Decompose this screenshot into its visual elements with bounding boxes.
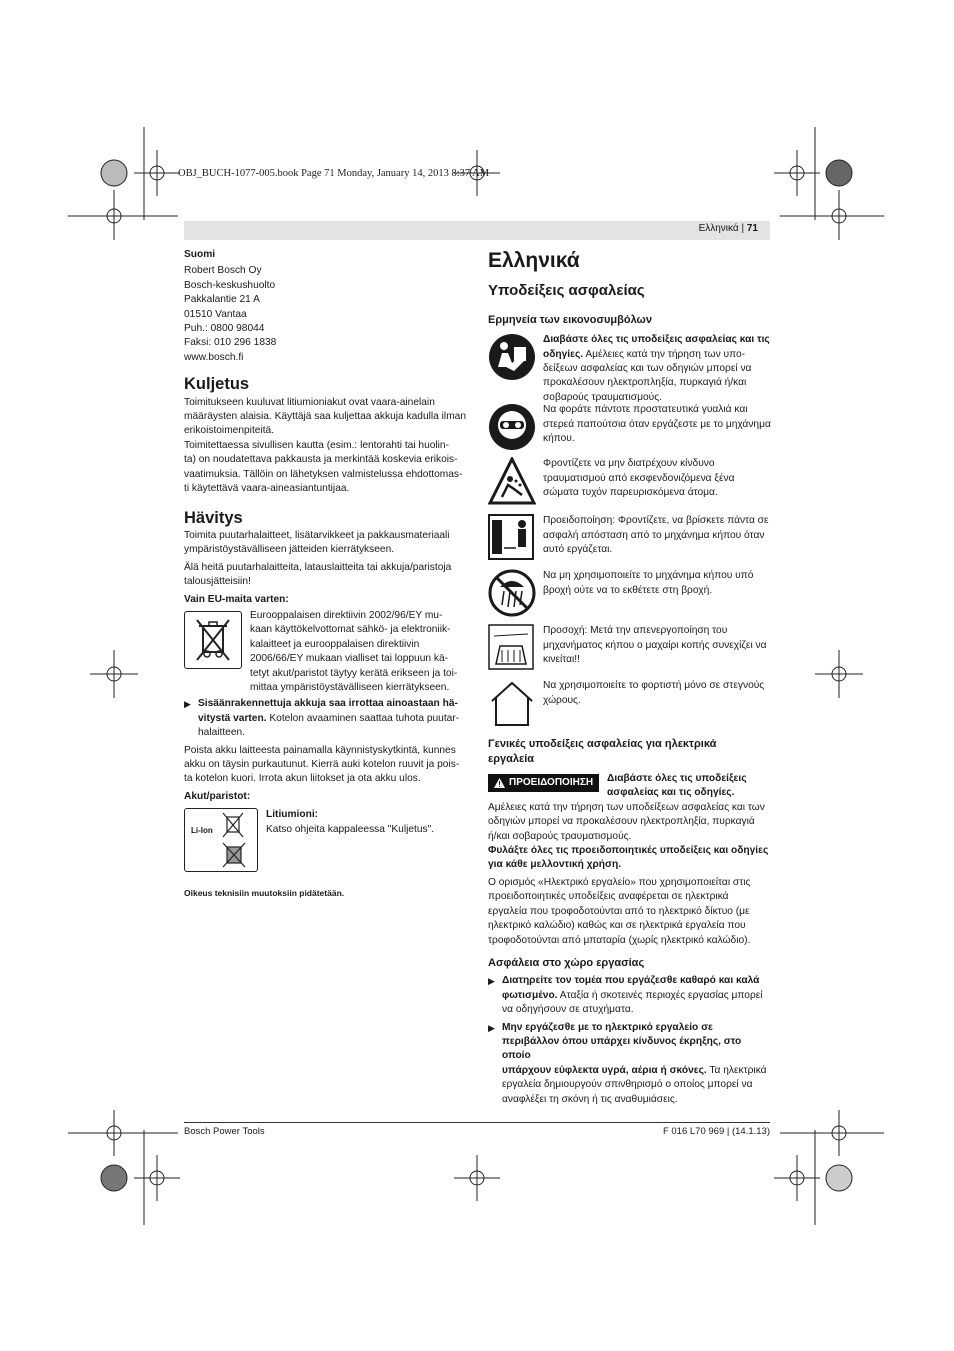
eu-block <box>184 609 469 695</box>
havitys-heading: Hävitys <box>184 508 243 527</box>
bullet-text: Αταξία ή σκοτεινές περιοχές εργασίας μπορεί <box>557 989 763 1001</box>
warning-triangle-icon <box>494 778 505 788</box>
footer-right: F 016 L70 969 | (14.1.13) <box>662 1126 770 1137</box>
keep-instructions <box>488 844 772 873</box>
text-line: vaatimuksia. Tällöin on lähetyksen valmistelussa ehdottomas- <box>184 468 463 480</box>
text-line: 2006/66/EY mukaan vialliset tai loppuun kä- <box>250 653 449 665</box>
text-line: οδηγιών μπορεί να προκαλέσουν ηλεκτροπληξία, πυρκαγιά <box>488 816 755 828</box>
print-header: OBJ_BUCH-1077-005.book Page 71 Monday, January 14, 2013 8:37 AM <box>178 168 490 179</box>
li-ion-label: Litiumioni: <box>266 809 319 821</box>
symbol-bold: οδηγίες. <box>543 348 584 360</box>
symbol-text: Προσοχή: Μετά την απενεργοποίηση του <box>543 625 728 637</box>
footer-divider <box>184 1122 770 1123</box>
text-line: Φυλάξτε όλες τις προειδοποιητικές υποδείξεις και οδηγίες <box>488 845 769 857</box>
address-line: 01510 Vantaa <box>184 308 247 320</box>
flying-debris-icon <box>488 457 536 514</box>
text-line: kaan käyttökelvottomat sähkö- ja elektroniik- <box>250 624 451 636</box>
li-ion-recycle-icon <box>184 808 258 872</box>
indoor-use-icon <box>488 679 536 737</box>
text-line: Älä heitä puutarhalaitteita, latauslaitteita tai akkuja/paristoja <box>184 561 452 573</box>
text-line: Toimita puutarhalaitteet, lisätarvikkeet ja pakkausmateriaali <box>184 529 450 541</box>
definition-text <box>488 876 772 948</box>
symbol-text: μηχανήματος κήπου ο μαχαίρι κοπής συνεχίζει να <box>543 639 767 651</box>
bullet-text: αναφλέξει τη σκόνη ή τις αναθυμιάσεις. <box>502 1093 678 1105</box>
left-column <box>184 248 469 901</box>
li-ion-text: Katso ohjeita kappaleessa "Kuljetus". <box>266 823 435 835</box>
page-title: Ελληνικά <box>488 249 580 272</box>
text-line: ή/και σοβαρούς τραυματισμούς. <box>488 830 632 842</box>
eu-text <box>250 609 457 695</box>
li-ion-block <box>184 808 469 872</box>
heading-line: εργαλεία <box>488 752 535 765</box>
address-line: Faksi: 010 296 1838 <box>184 337 277 349</box>
header-separator: | <box>741 223 745 234</box>
havitys-para3 <box>184 744 469 787</box>
warning-bold: ασφαλείας και τις οδηγίες. <box>607 787 735 799</box>
website-link[interactable]: www.bosch.fi <box>184 351 244 363</box>
symbol-text: κήπου. <box>543 433 575 445</box>
text-line: ta) on noudatettava pakkausta ja merkintää koskevia erikois- <box>184 454 458 466</box>
country-heading: Suomi <box>184 249 216 260</box>
warning-block <box>488 772 772 801</box>
symbol-text: ασφαλή απόσταση από το μηχάνημα κήπου όταν <box>543 529 765 541</box>
bullet-arrow-icon: ▶ <box>488 976 495 987</box>
bullet-bold: περιβάλλον όπου υπάρχει κίνδυνος έκρηξης, στο οποίο <box>502 1035 742 1062</box>
symbol-text: κινείται!! <box>543 654 580 666</box>
symbol-row <box>488 514 772 569</box>
text-line: για κάθε μελλοντική χρήση. <box>488 859 622 871</box>
text-line: εργαλεία που τροφοδοτούνται από το ηλεκτρικό δίκτυο (με <box>488 905 750 917</box>
warning-badge-label: ΠΡΟΕΙΔΟΠΟΙΗΣΗ <box>509 777 594 789</box>
text-line: talousjätteisiin! <box>184 576 251 588</box>
address-line: Puh.: 0800 98044 <box>184 323 265 335</box>
symbol-row <box>488 679 772 737</box>
bullet-bold: φωτισμένο. <box>502 989 558 1001</box>
bullet-item <box>488 974 772 1017</box>
havitys-para2 <box>184 561 469 590</box>
symbol-text: τραυματισμού από εκσφενδονιζόμενα ξένα <box>543 472 735 484</box>
bullet-bold: vitystä varten. <box>198 712 267 724</box>
footer-left: Bosch Power Tools <box>184 1126 265 1137</box>
bullet-text: Kotelon avaaminen saattaa tuhota puutar- <box>266 712 460 724</box>
bullet-arrow-icon: ▶ <box>184 699 191 710</box>
symbol-text: Να μη χρησιμοποιείτε το μηχάνημα κήπου υπό <box>543 570 754 582</box>
page-header-bar <box>184 221 770 240</box>
bullet-bold: υπάρχουν εύφλεκτα υγρά, αέρια ή σκόνες. <box>502 1064 707 1076</box>
text-line: ti käytettävä vaara-aineasiantuntijaa. <box>184 483 350 495</box>
symbol-bold: Διαβάστε όλες τις υποδείξεις ασφαλείας και τις <box>543 334 770 346</box>
symbol-text: δείξεων ασφαλείας και των οδηγιών μπορεί να <box>543 363 752 375</box>
symbol-text: Προειδοποίηση: Φροντίζετε, να βρίσκετε πάντα σε <box>543 515 769 527</box>
page-number: 71 <box>746 223 758 234</box>
text-line: ta kotelon kuori. Irrota akun liitokset ja ota akku ulos. <box>184 773 421 785</box>
bullet-text: να οδηγήσουν σε ατυχήματα. <box>502 1004 634 1016</box>
right-column <box>488 249 772 1107</box>
text-line: Eurooppalaisen direktiivin 2002/96/EY mu- <box>250 609 443 621</box>
text-line: Toimitettaessa sivullisen kautta (esim.: lentorahti tai huolin- <box>184 439 449 451</box>
bullet-arrow-icon: ▶ <box>488 1022 495 1033</box>
li-ion-badge: Li-Ion <box>191 826 213 836</box>
section-title: Υποδείξεις ασφαλείας <box>488 282 645 300</box>
text-line: määräysten alaisia. Käyttäjä saa kuljettaa akkuja kadulla ilman <box>184 411 467 423</box>
text-line: προειδοποιητικές υποδείξεις αναφέρεται σε ηλεκτρικά <box>488 891 729 903</box>
bullet-item <box>488 1021 772 1107</box>
address-line: Robert Bosch Oy <box>184 265 262 277</box>
service-address <box>184 264 469 365</box>
technical-changes-note: Oikeus teknisiin muutoksiin pidätetään. <box>184 888 345 899</box>
symbol-text: Αμέλειες κατά την τήρηση των υπο- <box>583 348 746 360</box>
no-rain-icon <box>488 569 536 624</box>
text-line: Ο ορισμός «Ηλεκτρικό εργαλείο» που χρησιμοποιείται στις <box>488 876 751 888</box>
text-line: akku on täysin purkautunut. Kierrä auki kotelon ruuvit ja pois- <box>184 759 460 770</box>
bullet-bold: Sisäänrakennettuja akkuja saa irrottaa ainoastaan hä- <box>198 698 458 710</box>
workplace-heading: Ασφάλεια στο χώρο εργασίας <box>488 956 645 969</box>
text-line: Toimitukseen kuuluvat litiumioniakut ovat vaara-ainelain <box>184 396 435 408</box>
symbol-text: Να χρησιμοποιείτε το φορτιστή μόνο σε στεγνούς <box>543 680 765 692</box>
text-line: erikoistoimenpiteitä. <box>184 425 275 437</box>
bullet-text: εργαλεία δημιουργούν σπινθηρισμό ο οποίος μπορεί να <box>502 1079 753 1091</box>
text-line: Poista akku laitteesta painamalla käynnistyskytkintä, kunnes <box>184 744 456 756</box>
bullet-text: Τα ηλεκτρικά <box>706 1064 767 1076</box>
symbol-row <box>488 457 772 514</box>
akut-label: Akut/paristot: <box>184 790 251 802</box>
text-line: tetyt akut/paristot täytyy kerätä erikseen ja toi- <box>250 667 458 679</box>
bullet-bold: Μην εργάζεσθε με το ηλεκτρικό εργαλείο σε <box>502 1021 713 1033</box>
eu-label: Vain EU-maita varten: <box>184 593 289 605</box>
kuljetus-heading: Kuljetus <box>184 375 250 394</box>
text-line: kalaitteet ja eurooppalaisen direktiivin <box>250 638 420 650</box>
symbol-list <box>488 333 772 737</box>
symbol-text: σοβαρούς τραυματισμούς. <box>543 391 662 403</box>
bullet-text: halaitteen. <box>198 727 246 739</box>
text-line: τροφοδοτούνται από μπαταρία (χωρίς ηλεκτρικό καλώδιο). <box>488 934 751 946</box>
header-language: Ελληνικά <box>698 223 739 234</box>
kuljetus-text <box>184 396 469 497</box>
symbol-text: σώματα τυχόν παρευρισκόμενα άτομα. <box>543 487 718 499</box>
warning-badge <box>488 774 599 792</box>
blade-rotating-icon <box>488 624 536 679</box>
symbol-row <box>488 333 772 403</box>
symbol-text: προκαλέσουν ηλεκτροπληξία, πυρκαγιά ή/και <box>543 377 747 389</box>
address-line: Pakkalantie 21 A <box>184 294 260 306</box>
text-line: ηλεκτρικό καλώδιο) καθώς και σε ηλεκτρικά εργαλεία που <box>488 920 746 932</box>
havitys-para1 <box>184 529 469 558</box>
page-header <box>699 223 758 234</box>
symbol-text: βροχή ούτε να το εκθέτετε στη βροχή. <box>543 584 713 596</box>
weee-bin-icon <box>184 611 242 669</box>
text-line: mittaa ympäristöystävälliseen kierrätykseen. <box>250 681 450 693</box>
symbol-text: στερεά παπούτσια όταν εργάζεστε με το μηχάνημα <box>543 418 771 430</box>
symbol-row <box>488 569 772 624</box>
heading-line: Γενικές υποδείξεις ασφαλείας για ηλεκτρικά <box>488 738 717 751</box>
text-line: ympäristöystävälliseen jätteiden kierrätykseen. <box>184 544 395 556</box>
symbols-heading: Ερμηνεία των εικονοσυμβόλων <box>488 313 652 326</box>
symbol-text: χώρους. <box>543 694 581 706</box>
bullet-item <box>184 697 469 740</box>
general-safety-heading <box>488 737 772 766</box>
symbol-text: αυτό εργάζεται. <box>543 544 613 556</box>
symbol-text: Φροντίζετε να μην διατρέχουν κίνδυνο <box>543 458 715 470</box>
address-line: Bosch-keskushuolto <box>184 279 276 291</box>
symbol-row <box>488 624 772 679</box>
bullet-bold: Διατηρείτε τον τομέα που εργάζεσθε καθαρό και καλά <box>502 975 760 987</box>
text-line: Αμέλειες κατά την τήρηση των υποδείξεων ασφαλείας και των <box>488 801 765 813</box>
symbol-row <box>488 403 772 457</box>
read-manual-icon <box>488 333 536 403</box>
eye-protection-icon <box>488 403 536 457</box>
general-text <box>488 801 772 844</box>
warning-bold: Διαβάστε όλες τις υποδείξεις <box>607 773 747 785</box>
symbol-text: Να φοράτε πάντοτε προστατευτικά γυαλιά και <box>543 404 748 416</box>
keep-distance-icon <box>488 514 536 569</box>
